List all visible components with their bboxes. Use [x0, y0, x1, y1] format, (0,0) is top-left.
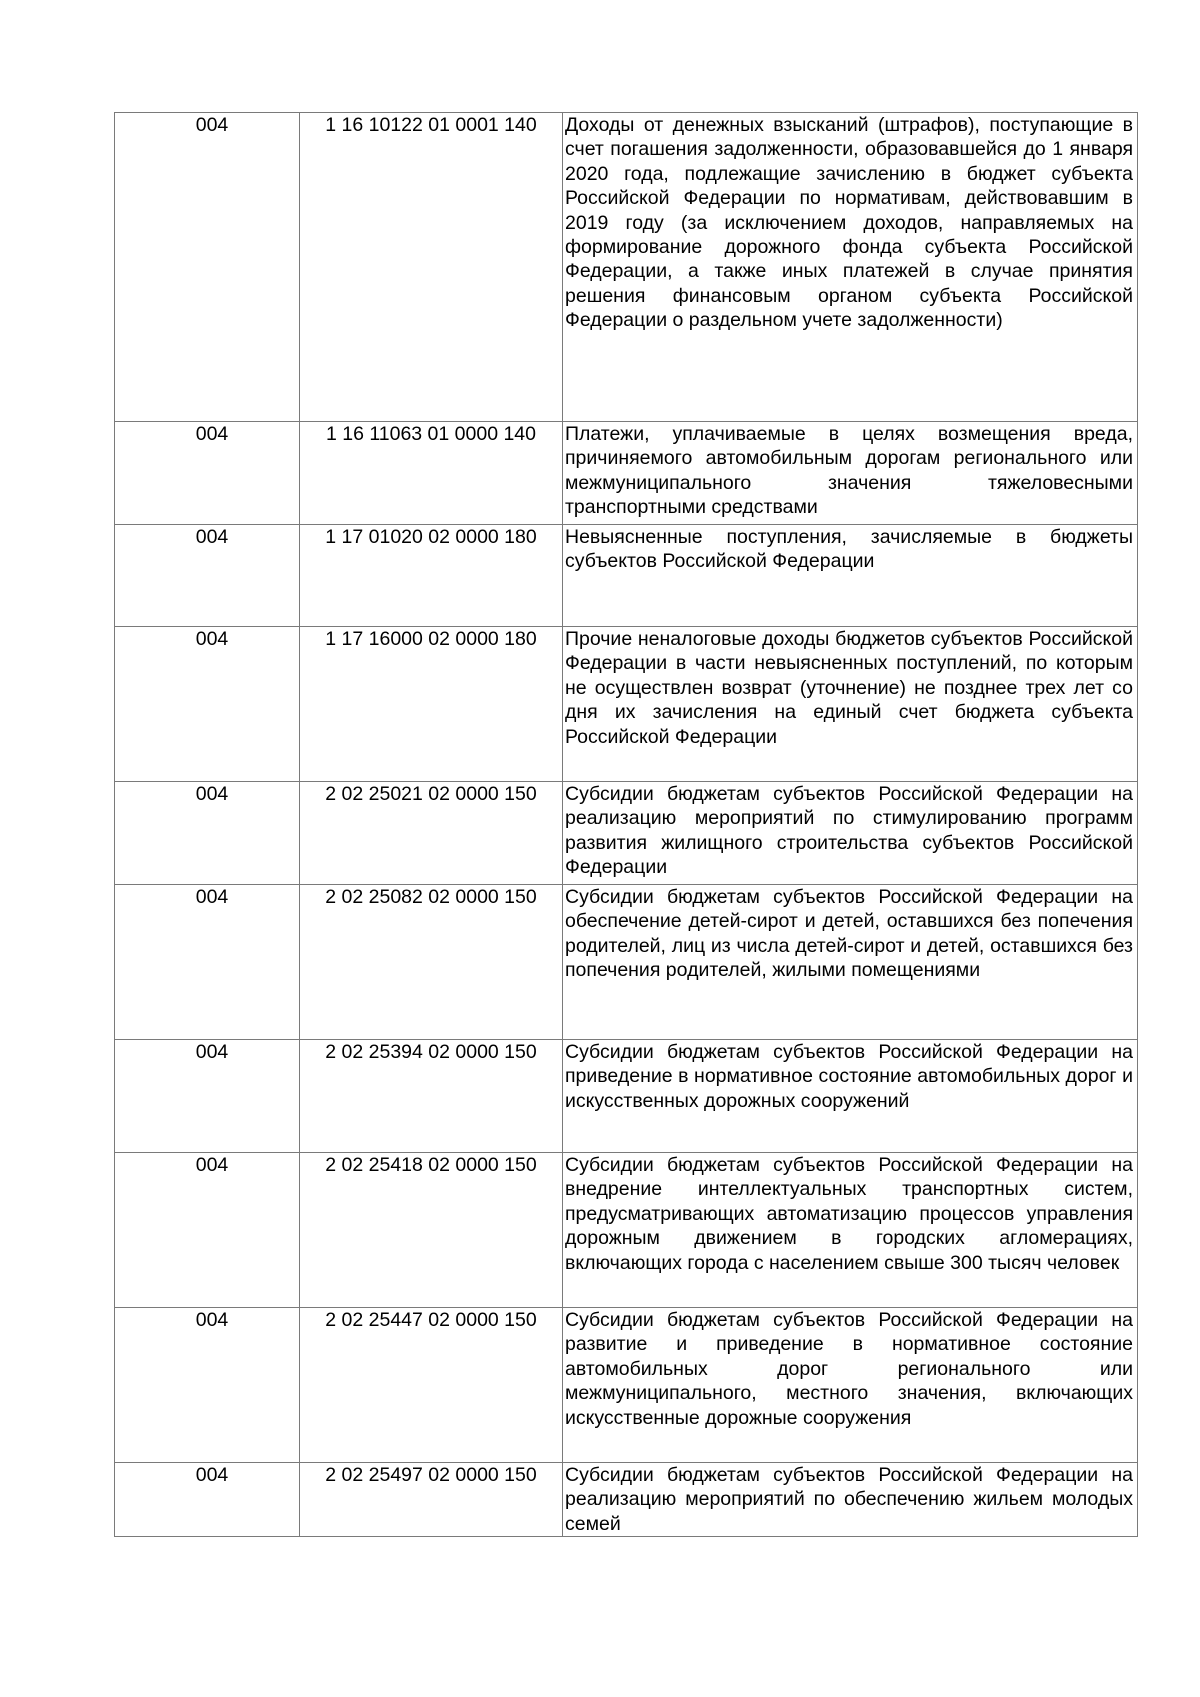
budget-code-cell: 2 02 25021 02 0000 150 — [300, 782, 563, 885]
revenue-codes-table — [114, 112, 1138, 1537]
table-row — [115, 113, 1138, 422]
admin-code-cell: 004 — [115, 525, 300, 627]
table-body — [115, 113, 1138, 1537]
table-row — [115, 1153, 1138, 1308]
table-row — [115, 627, 1138, 782]
admin-code-cell: 004 — [115, 1040, 300, 1153]
admin-code-cell: 004 — [115, 1153, 300, 1308]
table-row — [115, 885, 1138, 1040]
revenue-name-cell: Невыясненные поступления, зачисляемые в бюджеты субъектов Российской Федерации — [563, 525, 1138, 627]
revenue-name-cell: Субсидии бюджетам субъектов Российской Федерации на реализацию мероприятий по обеспечению жильем молодых семей — [563, 1463, 1138, 1537]
table-row — [115, 525, 1138, 627]
admin-code-cell: 004 — [115, 782, 300, 885]
table-row — [115, 1308, 1138, 1463]
budget-code-cell: 1 17 16000 02 0000 180 — [300, 627, 563, 782]
budget-code-cell: 2 02 25082 02 0000 150 — [300, 885, 563, 1040]
table-row — [115, 422, 1138, 525]
budget-code-cell: 2 02 25497 02 0000 150 — [300, 1463, 563, 1537]
revenue-name-cell: Субсидии бюджетам субъектов Российской Федерации на внедрение интеллектуальных транспортных систем, предусматривающих автоматизацию процессов управления дорожным движением в городских агломерациях, включающих города с населением свыше 300 тысяч человек — [563, 1153, 1138, 1308]
budget-code-cell: 2 02 25394 02 0000 150 — [300, 1040, 563, 1153]
revenue-name-cell: Прочие неналоговые доходы бюджетов субъектов Российской Федерации в части невыясненных поступлений, по которым не осуществлен возврат (уточнение) не позднее трех лет со дня их зачисления на единый счет бюджета субъекта Российской Федерации — [563, 627, 1138, 782]
admin-code-cell: 004 — [115, 1463, 300, 1537]
revenue-name-cell: Платежи, уплачиваемые в целях возмещения вреда, причиняемого автомобильным дорогам регионального или межмуниципального значения тяжеловесными транспортными средствами — [563, 422, 1138, 525]
budget-code-cell: 2 02 25447 02 0000 150 — [300, 1308, 563, 1463]
revenue-name-cell: Доходы от денежных взысканий (штрафов), поступающие в счет погашения задолженности, образовавшейся до 1 января 2020 года, подлежащие зачислению в бюджет субъекта Российской Федерации по нормативам, действовавшим в 2019 году (за исключением доходов, направляемых на формирование дорожного фонда субъекта Российской Федерации, а также иных платежей в случае принятия решения финансовым органом субъекта Российской Федерации о раздельном учете задолженности) — [563, 113, 1138, 422]
budget-code-cell: 2 02 25418 02 0000 150 — [300, 1153, 563, 1308]
admin-code-cell: 004 — [115, 422, 300, 525]
admin-code-cell: 004 — [115, 1308, 300, 1463]
revenue-name-cell: Субсидии бюджетам субъектов Российской Федерации на развитие и приведение в нормативное состояние автомобильных дорог регионального или межмуниципального, местного значения, включающих искусственные дорожные сооружения — [563, 1308, 1138, 1463]
admin-code-cell: 004 — [115, 113, 300, 422]
table-row — [115, 1040, 1138, 1153]
admin-code-cell: 004 — [115, 885, 300, 1040]
revenue-name-cell: Субсидии бюджетам субъектов Российской Федерации на обеспечение детей-сирот и детей, оставшихся без попечения родителей, лиц из числа детей-сирот и детей, оставшихся без попечения родителей, жилыми помещениями — [563, 885, 1138, 1040]
budget-code-cell: 1 16 11063 01 0000 140 — [300, 422, 563, 525]
revenue-name-cell: Субсидии бюджетам субъектов Российской Федерации на приведение в нормативное состояние автомобильных дорог и искусственных дорожных сооружений — [563, 1040, 1138, 1153]
admin-code-cell: 004 — [115, 627, 300, 782]
table-row — [115, 1463, 1138, 1537]
table-row — [115, 782, 1138, 885]
revenue-name-cell: Субсидии бюджетам субъектов Российской Федерации на реализацию мероприятий по стимулированию программ развития жилищного строительства субъектов Российской Федерации — [563, 782, 1138, 885]
budget-code-cell: 1 16 10122 01 0001 140 — [300, 113, 563, 422]
budget-code-cell: 1 17 01020 02 0000 180 — [300, 525, 563, 627]
